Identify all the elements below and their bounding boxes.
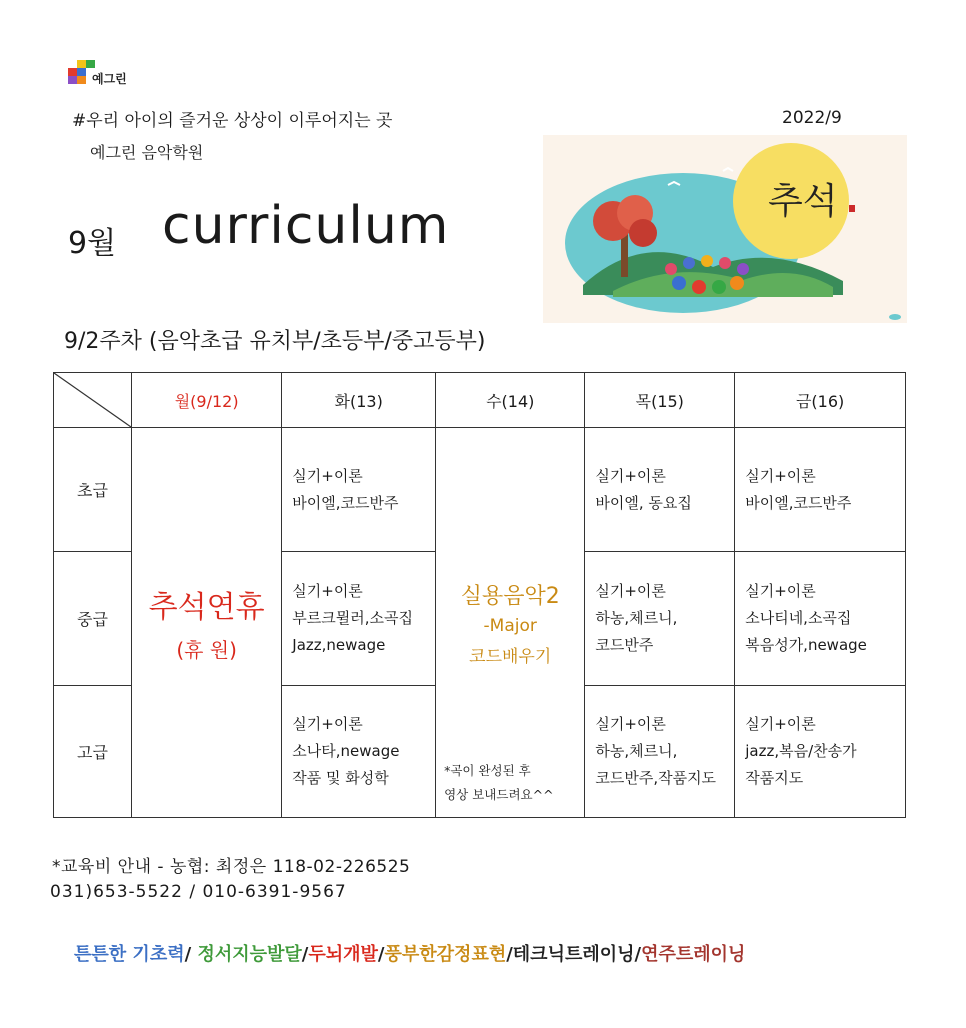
tue-beginner-cell xyxy=(282,428,436,552)
holiday-cell xyxy=(132,428,282,818)
wed-line3: 코드배우기 xyxy=(469,646,552,667)
table-row xyxy=(54,428,906,552)
cell-line: 소나티네,소곡집 xyxy=(745,609,852,627)
motto-separator: / xyxy=(634,944,642,965)
cell-line: 코드반주 xyxy=(595,636,654,654)
tue-intermediate-cell xyxy=(282,552,436,686)
motto-segment: 풍부한감정표현 xyxy=(384,944,507,965)
fee-info: *교육비 안내 - 농협: 최정은 118-02-226525 xyxy=(52,857,411,877)
wed-note xyxy=(444,759,553,807)
day-header-tue: 화(13) xyxy=(282,373,436,428)
cell-line: 복음성가,newage xyxy=(745,636,867,654)
cell-line: 부르크뮐러,소곡집 xyxy=(292,609,413,627)
cell-line: 실기+이론 xyxy=(745,582,816,600)
motto-segment: 두뇌개발 xyxy=(308,944,378,965)
cell-line: Jazz,newage xyxy=(292,636,386,654)
motto-segment: 튼튼한 기초력 xyxy=(74,944,185,965)
curriculum-table xyxy=(53,372,906,818)
motto-separator: / xyxy=(506,944,513,965)
cell-line: 실기+이론 xyxy=(292,582,363,600)
date-label: 2022/9 xyxy=(782,108,842,128)
academy-logo xyxy=(68,58,148,88)
cell-line: 하농,체르니, xyxy=(595,609,678,627)
wed-note-line1: *곡이 완성된 후 xyxy=(444,763,531,778)
fri-intermediate-cell xyxy=(735,552,906,686)
phone-numbers: 031)653-5522 / 010-6391-9567 xyxy=(50,882,347,902)
title-month: 9월 xyxy=(68,226,117,261)
diagonal-line xyxy=(54,373,131,427)
cell-line: 하농,체르니, xyxy=(595,742,678,760)
motto-separator: / xyxy=(377,944,385,965)
thu-intermediate-cell xyxy=(585,552,735,686)
motto-separator: / xyxy=(301,944,309,965)
wed-line2: -Major xyxy=(483,615,537,636)
wed-title: 실용음악2 xyxy=(460,583,560,609)
motto-segment: 연주트레이닝 xyxy=(641,944,746,965)
cell-line: 실기+이론 xyxy=(595,582,666,600)
cell-line: 작품지도 xyxy=(745,769,804,787)
corner-cell xyxy=(54,373,132,428)
cell-line: jazz,복음/찬송가 xyxy=(745,742,857,760)
day-header-fri: 금(16) xyxy=(735,373,906,428)
cell-line: 실기+이론 xyxy=(745,466,816,485)
day-header-wed: 수(14) xyxy=(436,373,585,428)
fri-advanced-cell xyxy=(735,686,906,818)
tagline: #우리 아이의 즐거운 상상이 이루어지는 곳 xyxy=(72,111,393,131)
title-word: curriculum xyxy=(162,196,450,256)
fri-beginner-cell xyxy=(735,428,906,552)
cell-line: 바이엘,코드반주 xyxy=(745,493,852,512)
tue-advanced-cell xyxy=(282,686,436,818)
academy-name: 예그린 음악학원 xyxy=(90,143,204,162)
cell-line: 소나타,newage xyxy=(292,742,400,760)
level-intermediate: 중급 xyxy=(54,552,132,686)
holiday-sub: (휴 원) xyxy=(176,638,237,662)
cell-line: 실기+이론 xyxy=(595,466,666,485)
day-header-thu: 목(15) xyxy=(585,373,735,428)
day-header-mon: 월(9/12) xyxy=(132,373,282,428)
cell-line: 코드반주,작품지도 xyxy=(595,769,717,787)
cell-line: 실기+이론 xyxy=(292,466,363,485)
week-heading: 9/2주차 (음악초급 유치부/초등부/중고등부) xyxy=(64,329,486,354)
cell-line: 실기+이론 xyxy=(292,715,363,733)
motto-line xyxy=(74,940,745,966)
cell-line: 실기+이론 xyxy=(745,715,816,733)
table-header-row xyxy=(54,373,906,428)
cell-line: 바이엘,코드반주 xyxy=(292,493,399,512)
wed-cell xyxy=(436,428,585,818)
thu-beginner-cell xyxy=(585,428,735,552)
cell-line: 실기+이론 xyxy=(595,715,666,733)
wed-note-line2: 영상 보내드려요^^ xyxy=(444,787,554,802)
level-beginner: 초급 xyxy=(54,428,132,552)
cell-line: 작품 및 화성학 xyxy=(292,769,389,787)
illustration-caption: 추석 xyxy=(768,181,838,222)
chuseok-illustration xyxy=(543,135,907,323)
holiday-title: 추석연휴 xyxy=(148,590,265,625)
level-advanced: 고급 xyxy=(54,686,132,818)
motto-separator: / xyxy=(184,944,198,965)
thu-advanced-cell xyxy=(585,686,735,818)
logo-text: 예그린 xyxy=(92,72,127,86)
motto-segment: 테크닉트레이닝 xyxy=(512,944,635,965)
cell-line: 바이엘, 동요집 xyxy=(595,493,692,512)
motto-segment: 정서지능발달 xyxy=(197,944,302,965)
